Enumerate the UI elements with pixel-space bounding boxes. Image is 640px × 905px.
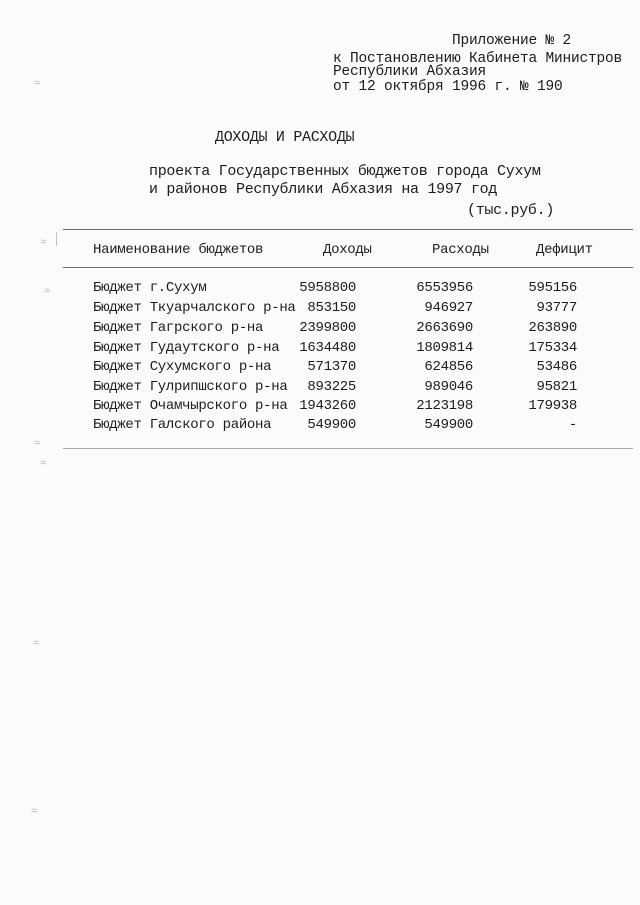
income-value: 2399800 (299, 320, 356, 336)
deficit-value: 93777 (536, 300, 577, 316)
subtitle-line-1: проекта Государственных бюджетов города Сухум (149, 163, 541, 180)
budget-name: Бюджет Гудаутского р-на (93, 340, 280, 356)
republic-line: Республики Абхазия (333, 64, 487, 80)
budget-name: Бюджет г.Сухум (93, 280, 207, 296)
budget-name: Бюджет Галского района (93, 417, 272, 433)
expense-value: 946927 (424, 300, 473, 316)
deficit-value: 263890 (528, 320, 577, 336)
scan-smudge: ≈ (34, 438, 41, 450)
income-value: 571370 (307, 359, 356, 375)
table-top-rule (63, 229, 633, 230)
deficit-value: 175334 (528, 340, 577, 356)
scan-smudge: ≈ (40, 237, 47, 249)
expense-value: 989046 (424, 379, 473, 395)
income-value: 5958800 (299, 280, 356, 296)
document-title: ДОХОДЫ И РАСХОДЫ (215, 129, 355, 146)
income-value: 853150 (307, 300, 356, 316)
budget-name: Бюджет Ткуарчалского р-на (93, 300, 296, 316)
table-bottom-rule (63, 448, 633, 449)
scan-smudge: ≈ (31, 806, 38, 818)
column-header-deficit: Дефицит (536, 242, 593, 258)
column-header-income: Доходы (323, 242, 372, 258)
scan-mark (56, 232, 57, 246)
deficit-value: 179938 (528, 398, 577, 414)
deficit-value: - (568, 417, 577, 433)
expense-value: 549900 (424, 417, 473, 433)
expense-value: 6553956 (416, 280, 473, 296)
deficit-value: 595156 (528, 280, 577, 296)
expense-value: 2663690 (416, 320, 473, 336)
column-header-name: Наименование бюджетов (93, 242, 264, 258)
expense-value: 624856 (424, 359, 473, 375)
expense-value: 2123198 (416, 398, 473, 414)
decree-date-line: от 12 октября 1996 г. № 190 (333, 79, 563, 95)
table-header-rule (63, 267, 633, 268)
budget-name: Бюджет Гагрского р-на (93, 320, 264, 336)
decree-line: к Постановлению Кабинета Министров (333, 51, 623, 67)
deficit-value: 53486 (536, 359, 577, 375)
scan-smudge: ≈ (33, 638, 40, 650)
income-value: 549900 (307, 417, 356, 433)
units-label: (тыс.руб.) (467, 202, 555, 219)
income-value: 1943260 (299, 398, 356, 414)
budget-name: Бюджет Очамчырского р-на (93, 398, 288, 414)
deficit-value: 95821 (536, 379, 577, 395)
column-header-expense: Расходы (432, 242, 489, 258)
scan-smudge: ≈ (40, 458, 47, 470)
budget-name: Бюджет Сухумского р-на (93, 359, 272, 375)
expense-value: 1809814 (416, 340, 473, 356)
budget-name: Бюджет Гулрипшского р-на (93, 379, 288, 395)
scan-smudge: ≈ (44, 286, 51, 298)
subtitle-line-2: и районов Республики Абхазия на 1997 год (149, 181, 498, 198)
scan-smudge: ≈ (34, 78, 41, 90)
income-value: 1634480 (299, 340, 356, 356)
income-value: 893225 (307, 379, 356, 395)
appendix-label: Приложение № 2 (452, 33, 572, 49)
